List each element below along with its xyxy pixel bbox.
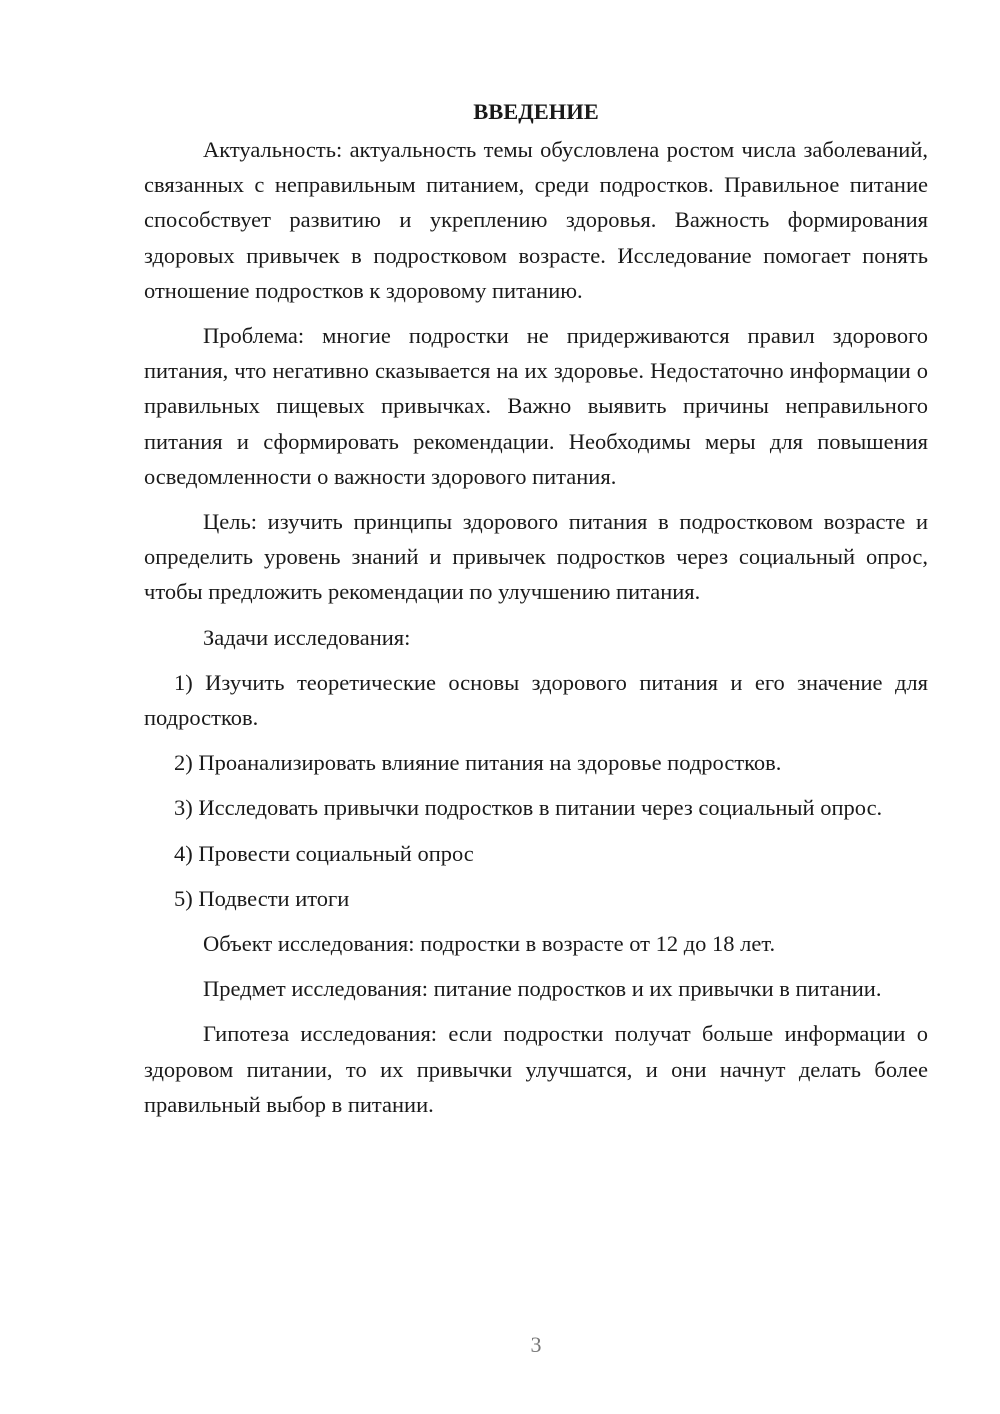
- task-item: 3) Исследовать привычки подростков в питании через социальный опрос.: [174, 795, 883, 821]
- page-content: [144, 94, 928, 1122]
- relevance-paragraph: Актуальность: актуальность темы обусловлена ростом числа заболеваний, связанных с неправильным питанием, среди подростков. Правильное питание способствует развитию и укреплению здоровья. Важность формирования здоровых привычек в подростковом возрасте. Исследование помогает понять отношение подростков к здоровому питанию.: [144, 137, 928, 303]
- hypothesis-paragraph: Гипотеза исследования: если подростки получат больше информации о здоровом питании, то их привычки улучшатся, и они начнут делать более правильный выбор в питании.: [144, 1021, 928, 1117]
- problem-paragraph: Проблема: многие подростки не придерживаются правил здорового питания, что негативно сказывается на их здоровье. Недостаточно информации о правильных пищевых привычках. Важно выявить причины неправильного питания и сформировать рекомендации. Необходимы меры для повышения осведомленности о важности здорового питания.: [144, 323, 928, 489]
- tasks-list: [144, 665, 928, 916]
- task-item: 4) Провести социальный опрос: [174, 840, 474, 866]
- page-number: 3: [530, 1332, 542, 1357]
- page-title: ВВЕДЕНИЕ: [473, 99, 599, 124]
- tasks-heading: Задачи исследования:: [203, 624, 411, 650]
- subject-paragraph: Предмет исследования: питание подростков и их привычки в питании.: [203, 976, 882, 1002]
- task-item: 2) Проанализировать влияние питания на здоровье подростков.: [174, 750, 782, 776]
- task-item: 1) Изучить теоретические основы здорового питания и его значение для подростков.: [144, 669, 928, 731]
- goal-paragraph: Цель: изучить принципы здорового питания в подростковом возрасте и определить уровень знаний и привычек подростков через социальный опрос, чтобы предложить рекомендации по улучшению питания.: [144, 509, 928, 605]
- object-paragraph: Объект исследования: подростки в возрасте от 12 до 18 лет.: [203, 931, 776, 957]
- task-item: 5) Подвести итоги: [174, 885, 350, 911]
